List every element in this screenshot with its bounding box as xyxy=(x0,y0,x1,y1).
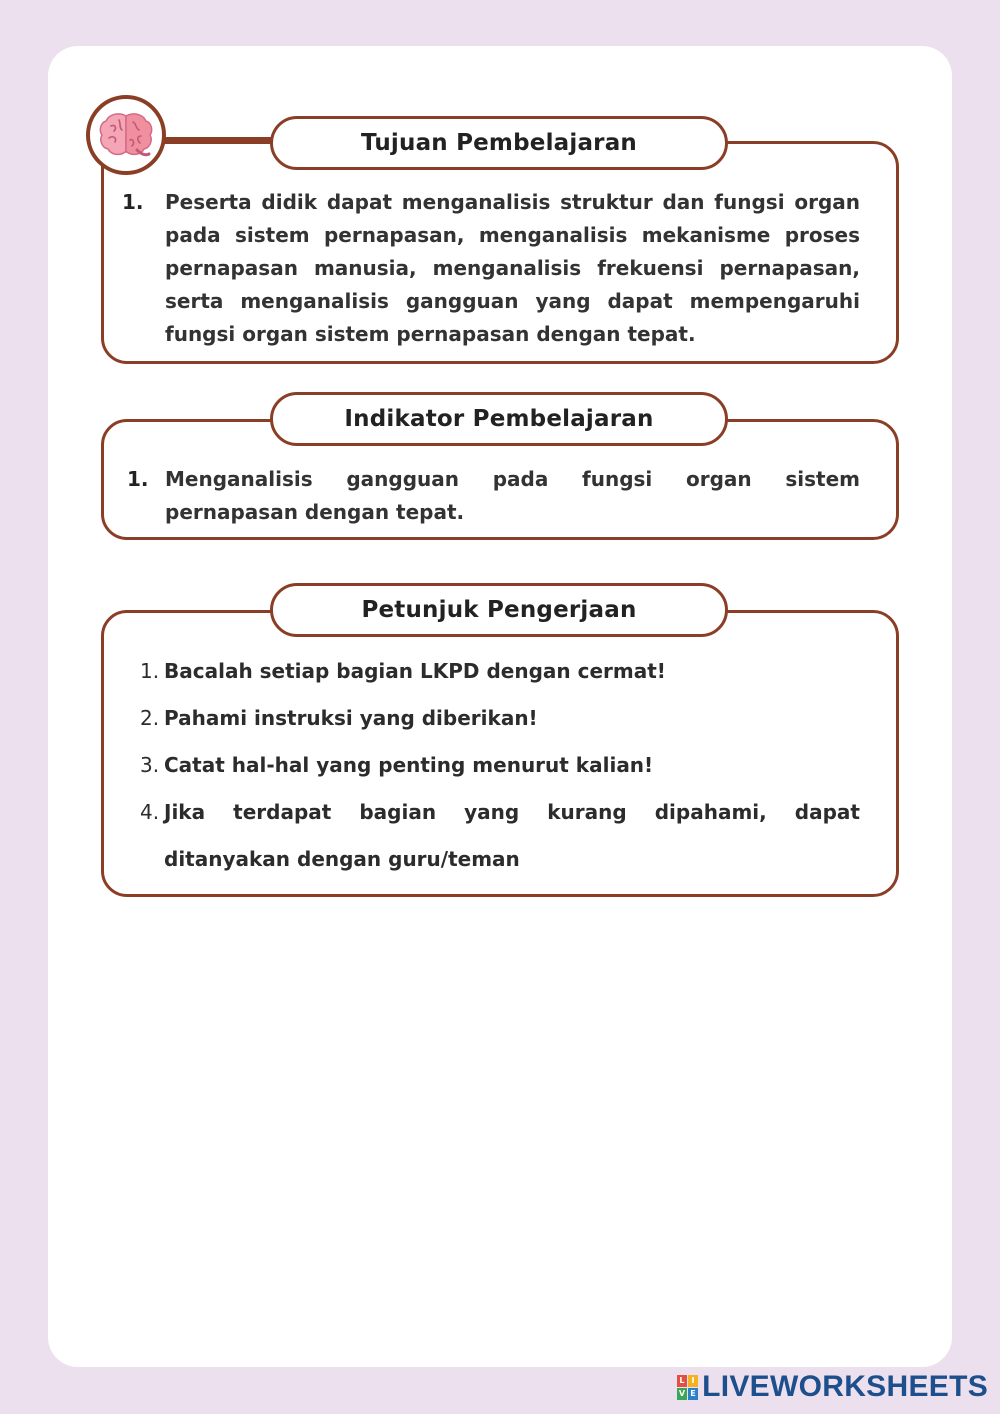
brain-icon xyxy=(97,110,155,160)
logo-letter: I xyxy=(688,1375,698,1387)
list-item-number: 4. xyxy=(140,800,160,824)
tujuan-item-number: 1. xyxy=(122,190,144,214)
logo-letter: V xyxy=(678,1388,686,1398)
list-item-number: 2. xyxy=(140,706,160,730)
list-item xyxy=(140,742,860,789)
petunjuk-list xyxy=(140,648,860,883)
list-item xyxy=(140,789,860,883)
indikator-item-text: Menganalisis gangguan pada fungsi organ sistem pernapasan dengan tepat. xyxy=(165,467,860,524)
indikator-title-text: Indikator Pembelajaran xyxy=(344,406,654,432)
tujuan-item-text: Peserta didik dapat menganalisis struktur dan fungsi organ pada sistem pernapasan, menganalisis mekanisme proses pernapasan manusia, menganalisis frekuensi pernapasan, serta menganalisis gangguan yang dapat mempengaruhi fungsi organ sistem pernapasan dengan tepat. xyxy=(165,190,860,346)
petunjuk-title-text: Petunjuk Pengerjaan xyxy=(361,597,637,623)
list-item xyxy=(140,695,860,742)
list-item-number: 3. xyxy=(140,753,160,777)
list-item xyxy=(140,648,860,695)
list-item-text: Jika terdapat bagian yang kurang dipahami, dapat ditanyakan dengan guru/teman xyxy=(164,800,860,871)
logo-letter: L xyxy=(677,1375,687,1387)
liveworksheets-brand[interactable] xyxy=(677,1370,988,1404)
list-item-text: Pahami instruksi yang diberikan! xyxy=(164,706,538,730)
logo-letter: E xyxy=(688,1388,698,1400)
indikator-item xyxy=(127,463,860,529)
brain-icon-badge xyxy=(86,95,166,175)
tujuan-connector-line xyxy=(162,137,272,141)
tujuan-title-text: Tujuan Pembelajaran xyxy=(360,130,638,156)
tujuan-title xyxy=(270,116,728,170)
list-item-number: 1. xyxy=(140,659,160,683)
indikator-item-number: 1. xyxy=(127,467,149,491)
petunjuk-title xyxy=(270,583,728,637)
brand-name: LIVEWORKSHEETS xyxy=(702,1370,988,1403)
tujuan-item xyxy=(122,186,860,351)
indikator-title xyxy=(270,392,728,446)
liveworksheets-logo-icon xyxy=(677,1375,698,1400)
list-item-text: Catat hal-hal yang penting menurut kalian! xyxy=(164,753,654,777)
list-item-text: Bacalah setiap bagian LKPD dengan cermat! xyxy=(164,659,666,683)
